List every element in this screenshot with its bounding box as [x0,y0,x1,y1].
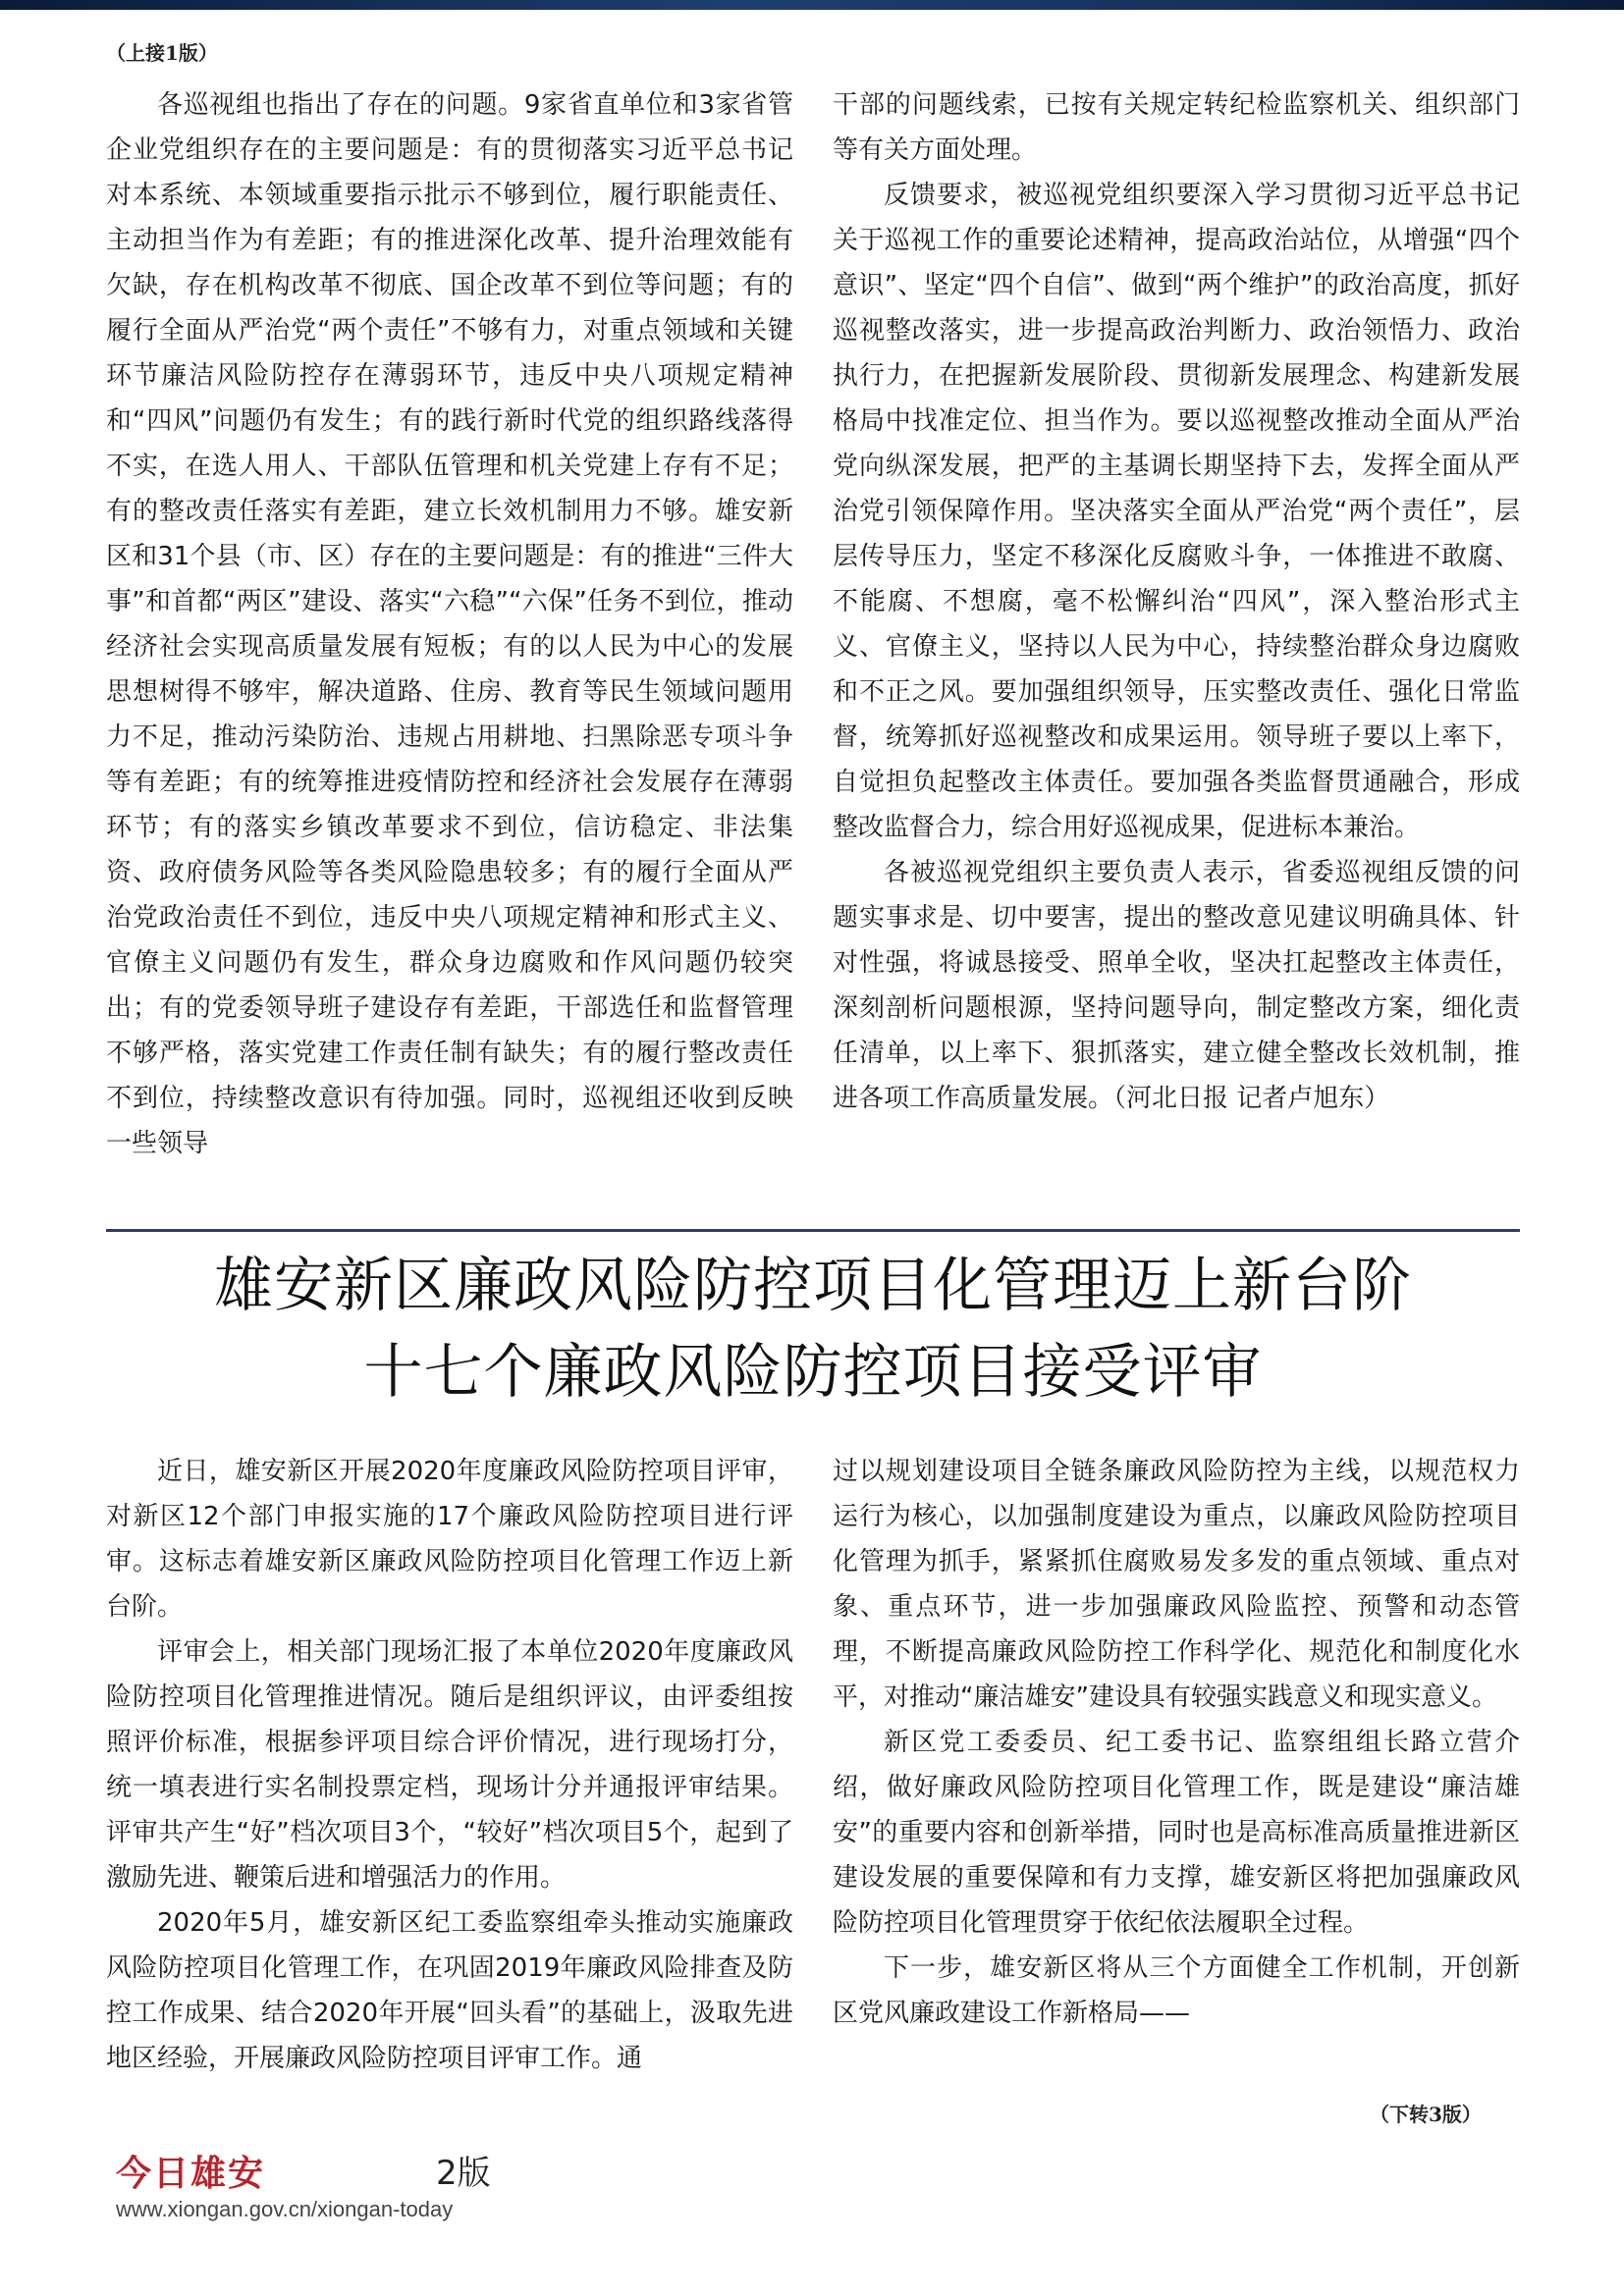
article2-paragraph: 2020年5月，雄安新区纪工委监察组牵头推动实施廉政风险防控项目化管理工作，在巩固2019年廉政风险排查及防控工作成果、结合2020年开展“回头看”的基础上，汲取先进地区经验，开展廉政风险防控项目评审工作。通 [106,1908,793,2073]
article1-body [106,82,1520,1221]
article2-body [106,1449,1520,2116]
newspaper-logo: 今日雄安 [116,2153,266,2194]
article2-right-column [833,1449,1520,2036]
article2-left-column [106,1449,793,2081]
article2-paragraph: 近日，雄安新区开展2020年度廉政风险防控项目评审，对新区12个部门申报实施的17个廉政风险防控项目进行评审。这标志着雄安新区廉政风险防控项目化管理工作迈上新台阶。 [106,1457,793,1622]
article2-headline: 雄安新区廉政风险防控项目化管理迈上新台阶 [214,1252,1412,1320]
article2-paragraph: 过以规划建设项目全链条廉政风险防控为主线，以规范权力运行为核心，以加强制度建设为重点，以廉政风险防控项目化管理为抓手，紧紧抓住腐败易发多发的重点领域、重点对象、重点环节，进一步加强廉政风险监控、预警和动态管理，不断提高廉政风险防控工作科学化、规范化和制度化水平，对推动“廉洁雄安”建设具有较强实践意义和现实意义。 [833,1457,1520,1712]
article2-subheadline: 十七个廉政风险防控项目接受评审 [363,1338,1263,1407]
article1-paragraph: 各被巡视党组织主要负责人表示，省委巡视组反馈的问题实事求是、切中要害，提出的整改意见建议明确具体、针对性强，将诚恳接受、照单全收，坚决扛起整改主体责任，深刻剖析问题根源，坚持问题导向，制定整改方案，细化责任清单，以上率下、狠抓落实，建立健全整改长效机制，推进各项工作高质量发展。（河北日报 记者卢旭东） [833,858,1520,1113]
continued-from-note: （上接1版） [106,41,218,65]
continued-to-note: （下转3版） [1370,2103,1482,2126]
article1-paragraph: 各巡视组也指出了存在的问题。9家省直单位和3家省管企业党组织存在的主要问题是：有的贯彻落实习近平总书记对本系统、本领域重要指示批示不够到位，履行职能责任、主动担当作为有差距；有的推进深化改革、提升治理效能有欠缺，存在机构改革不彻底、国企改革不到位等问题；有的履行全面从严治党“两个责任”不够有力，对重点领域和关键环节廉洁风险防控存在薄弱环节，违反中央八项规定精神和“四风”问题仍有发生；有的践行新时代党的组织路线落得不实，在选人用人、干部队伍管理和机关党建上存有不足；有的整改责任落实有差距，建立长效机制用力不够。雄安新区和31个县（市、区）存在的主要问题是：有的推进“三件大事”和首都“两区”建设、落实“六稳”“六保”任务不到位，推动经济社会实现高质量发展有短板；有的以人民为中心的发展思想树得不够牢，解决道路、住房、教育等民生领域问题用力不足，推动污染防治、违规占用耕地、扫黑除恶专项斗争等有差距；有的统筹推进疫情防控和经济社会发展存在薄弱环节；有的落实乡镇改革要求不到位，信访稳定、非法集资、政府债务风险等各类风险隐患较多；有的履行全面从严治党政治责任不到位，违反中央八项规定精神和形式主义、官僚主义问题仍有发生，群众身边腐败和作风问题仍较突出；有的党委领导班子建设存有差距，干部选任和监督管理不够严格，落实党建工作责任制有缺失；有的履行整改责任不到位，持续整改意识有待加强。同时，巡视组还收到反映一些领导 [106,90,793,1158]
article1-right-column [833,82,1520,1121]
section-separator [106,1229,1520,1232]
article2-paragraph: 评审会上，相关部门现场汇报了本单位2020年度廉政风险防控项目化管理推进情况。随后是组织评议，由评委组按照评价标准，根据参评项目综合评价情况，进行现场打分，统一填表进行实名制投票定档，现场计分并通报评审结果。评审共产生“好”档次项目3个，“较好”档次项目5个，起到了激励先进、鞭策后进和增强活力的作用。 [106,1637,793,1893]
page-number: 2版 [436,2154,491,2193]
article2-paragraph: 新区党工委委员、纪工委书记、监察组组长路立营介绍，做好廉政风险防控项目化管理工作，既是建设“廉洁雄安”的重要内容和创新举措，同时也是高标准高质量推进新区建设发展的重要保障和有力支撑，雄安新区将把加强廉政风险防控项目化管理贯穿于依纪依法履职全过程。 [833,1728,1520,1938]
article2-paragraph: 下一步，雄安新区将从三个方面健全工作机制，开创新区党风廉政建设工作新格局—— [833,1953,1520,2028]
article1-paragraph: 干部的问题线索，已按有关规定转纪检监察机关、组织部门等有关方面处理。 [833,90,1520,165]
footer-url: www.xiongan.gov.cn/xiongan-today [116,2197,454,2221]
article1-paragraph: 反馈要求，被巡视党组织要深入学习贯彻习近平总书记关于巡视工作的重要论述精神，提高政治站位，从增强“四个意识”、坚定“四个自信”、做到“两个维护”的政治高度，抓好巡视整改落实，进一步提高政治判断力、政治领悟力、政治执行力，在把握新发展阶段、贯彻新发展理念、构建新发展格局中找准定位、担当作为。要以巡视整改推动全面从严治党向纵深发展，把严的主基调长期坚持下去，发挥全面从严治党引领保障作用。坚决落实全面从严治党“两个责任”，层层传导压力，坚定不移深化反腐败斗争，一体推进不敢腐、不能腐、不想腐，毫不松懈纠治“四风”，深入整治形式主义、官僚主义，坚持以人民为中心，持续整治群众身边腐败和不正之风。要加强组织领导，压实整改责任、强化日常监督，统筹抓好巡视整改和成果运用。领导班子要以上率下，自觉担负起整改主体责任。要加强各类监督贯通融合，形成整改监督合力，综合用好巡视成果，促进标本兼治。 [833,181,1520,842]
top-accent-bar [0,0,1624,10]
article1-left-column [106,82,793,1166]
